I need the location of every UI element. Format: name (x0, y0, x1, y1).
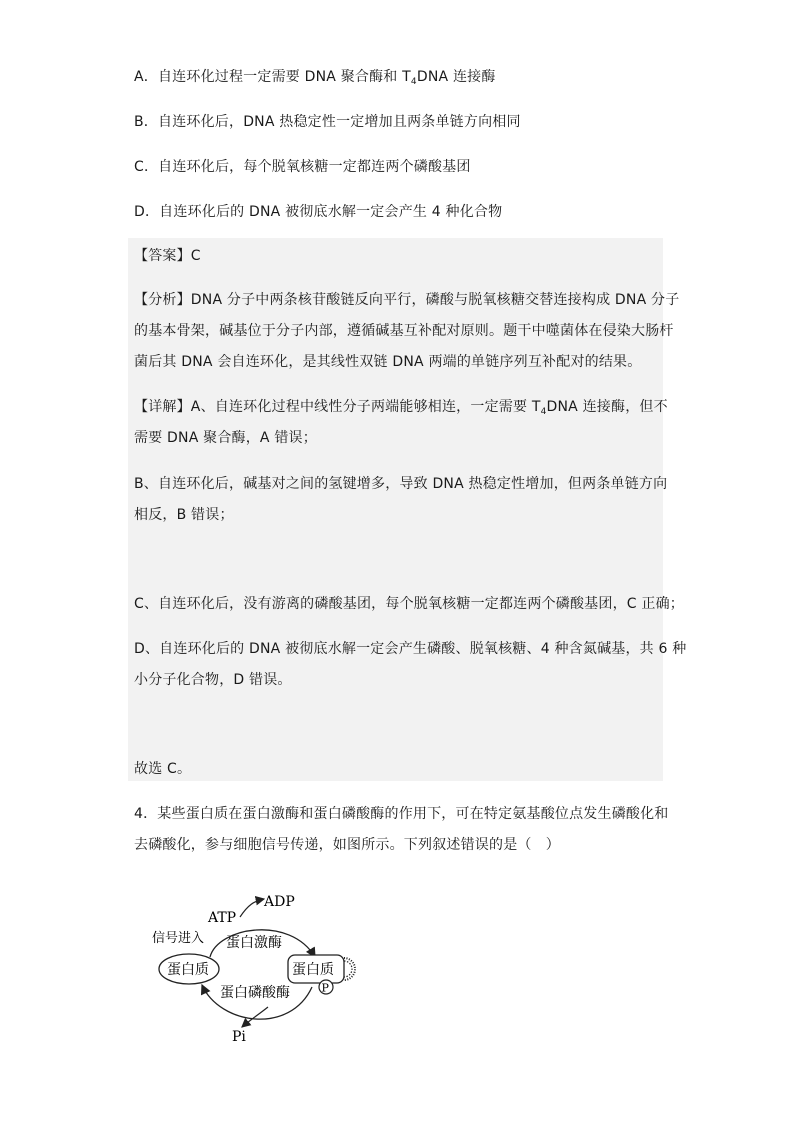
detail-a-line-1 (134, 396, 668, 417)
protein-left-label: 蛋白质 (167, 962, 209, 978)
option-a-subscript: 4 (410, 77, 417, 87)
binding-site-shape (344, 961, 352, 977)
detail-a-text-end: DNA 连接酶，但不 (546, 399, 668, 415)
detail-a-subscript: 4 (540, 407, 547, 417)
detail-b-line-1: B、自连环化后，碱基对之间的氢键增多，导致 DNA 热稳定性增加，但两条单链方向 (134, 476, 668, 492)
detail-a-line-2: 需要 DNA 聚合酶，A 错误； (134, 430, 317, 446)
kinase-label: 蛋白激酶 (226, 935, 282, 951)
signal-label: 信号进入 (152, 931, 205, 946)
adp-label: ADP (264, 894, 295, 910)
detail-d-line-1: D、自连环化后的 DNA 被彻底水解一定会产生磷酸、脱氧核糖、4 种含氮碱基，共 6 种 (134, 641, 687, 657)
phosphorylation-diagram (140, 885, 380, 1050)
analysis-line-3: 菌后其 DNA 会自连环化，是其线性双链 DNA 两端的单链序列互补配对的结果。 (134, 354, 642, 370)
detail-a-text: 【详解】A、自连环化过程中线性分子两端能够相连，一定需要 T (134, 399, 541, 415)
option-d: D．自连环化后的 DNA 被彻底水解一定会产生 4 种化合物 (134, 204, 503, 220)
detail-c-line: C、自连环化后，没有游离的磷酸基团，每个脱氧核糖一定都连两个磷酸基团，C 正确； (134, 596, 684, 612)
protein-right-label: 蛋白质 (292, 962, 334, 978)
question-4-line-2: 去磷酸化，参与细胞信号传递，如图所示。下列叙述错误的是（ ） (134, 837, 560, 853)
phosphatase-label: 蛋白磷酸酶 (220, 985, 290, 1001)
phosphate-mark-label: P (321, 981, 329, 995)
option-a-text: A．自连环化过程一定需要 DNA 聚合酶和 T (134, 69, 411, 85)
detail-b-line-2: 相反，B 错误； (134, 507, 234, 523)
analysis-line-2: 的基本骨架，碱基位于分子内部，遵循碱基互补配对原则。题干中噬菌体在侵染大肠杆 (134, 323, 674, 339)
atp-to-adp-arrow (240, 899, 264, 917)
option-c: C．自连环化后，每个脱氧核糖一定都连两个磷酸基团 (134, 159, 471, 175)
answer-block (128, 238, 687, 781)
detail-d-line-2: 小分子化合物，D 错误。 (134, 672, 292, 688)
pi-label: Pi (232, 1029, 246, 1045)
option-a-text-end: DNA 连接酶 (416, 69, 496, 85)
analysis-line-1: 【分析】DNA 分子中两条核苷酸链反向平行，磷酸与脱氧核糖交替连接构成 DNA 分子 (134, 292, 680, 308)
atp-label: ATP (208, 910, 237, 926)
option-a (134, 66, 496, 87)
question-4-line-1: 4．某些蛋白质在蛋白激酶和蛋白磷酸酶的作用下，可在特定氨基酸位点发生磷酸化和 (134, 806, 669, 822)
option-b: B．自连环化后，DNA 热稳定性一定增加且两条单链方向相同 (134, 114, 521, 130)
answer-line: 【答案】C (134, 248, 201, 264)
conclusion-line: 故选 C。 (134, 761, 192, 777)
binding-site-rim (344, 958, 355, 980)
pi-arrow (242, 1007, 268, 1027)
